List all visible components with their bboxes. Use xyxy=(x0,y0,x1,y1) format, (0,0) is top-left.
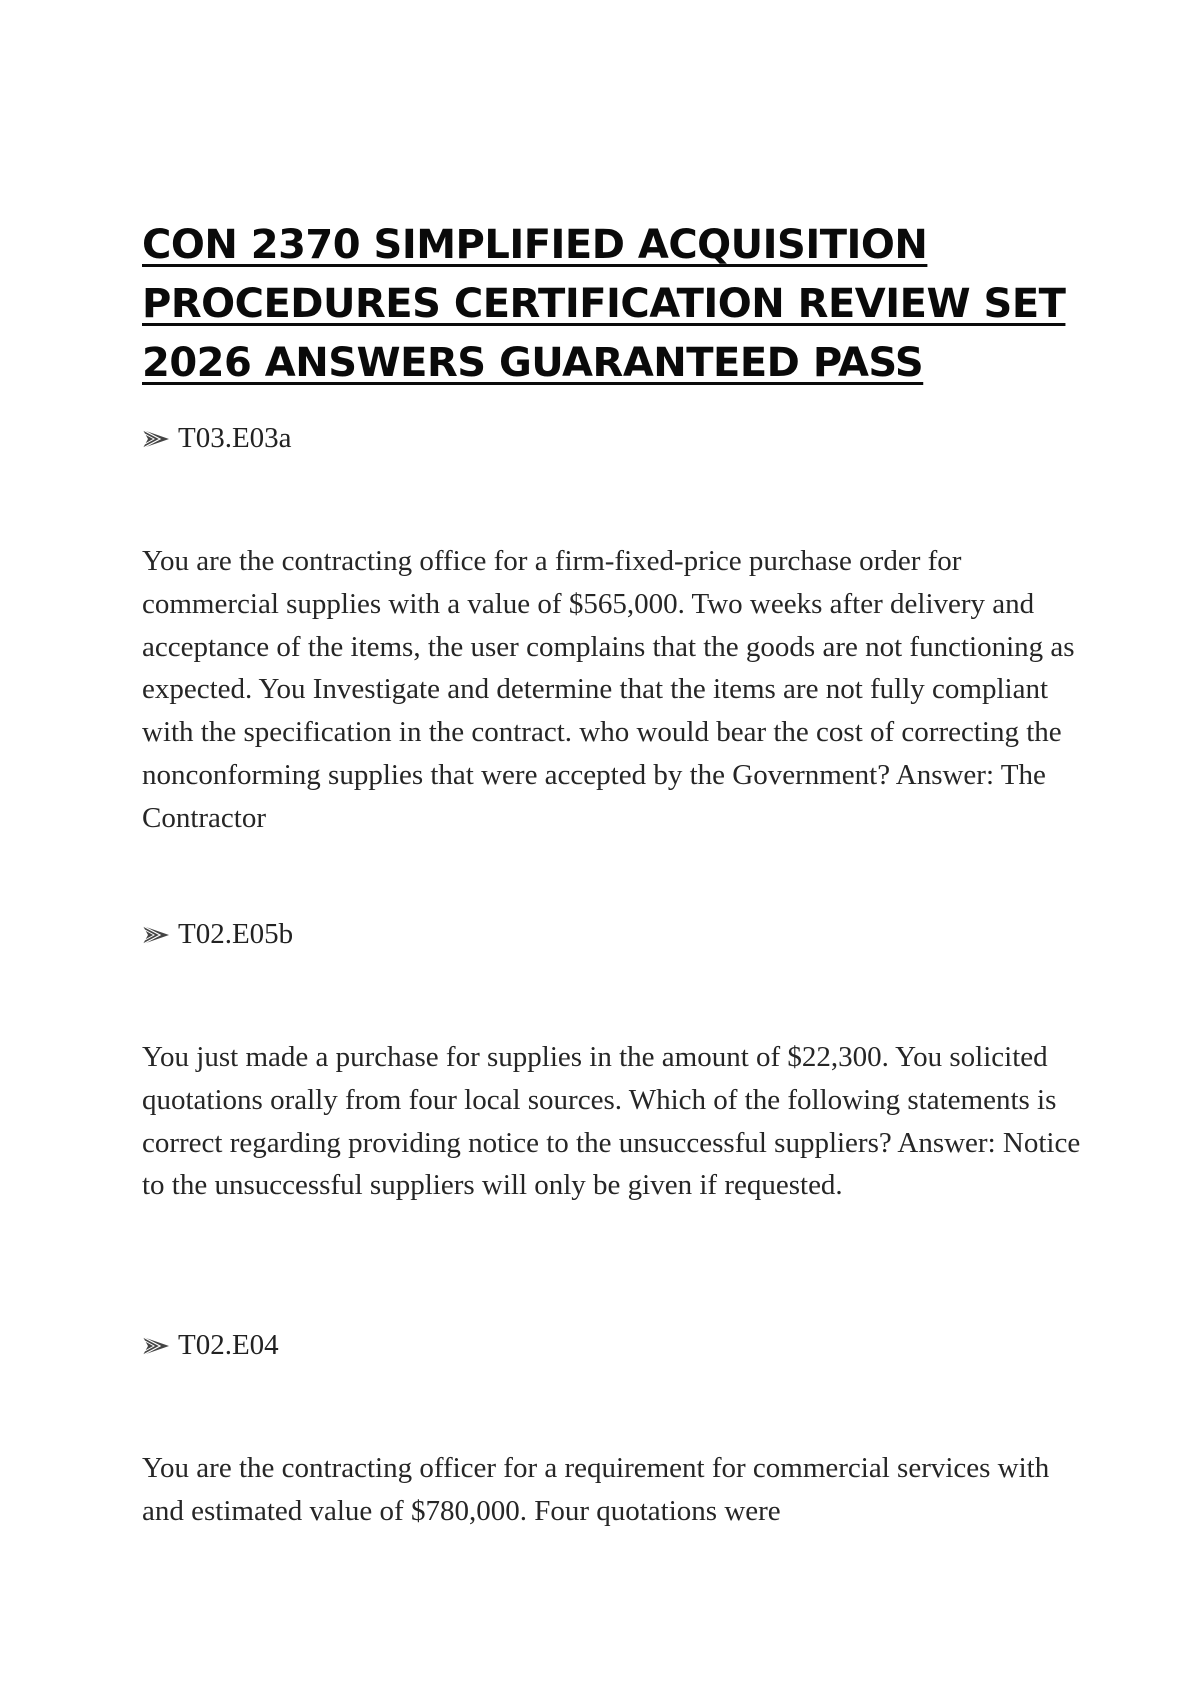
question-text: You are the contracting officer for a requirement for commercial services with and estimated value of $780,000. Four quotations were xyxy=(142,1452,1050,1527)
question-text: You are the contracting office for a firm-fixed-price purchase order for commercial supplies with a value of $565,000. Two weeks after delivery and acceptance of the items, the user complains that the goods are not functioning as expected. You Investigate and determine that the items are not fully compliant with the specification in the contract. who would bear the cost of correcting the nonconforming supplies that were accepted by the Government? Answer: The Contractor xyxy=(142,545,1075,834)
question-code-t02-e04 xyxy=(142,1329,279,1362)
question-code-label: T02.E05b xyxy=(178,918,294,950)
arrow-bullet-icon xyxy=(142,924,170,946)
question-code-label: T02.E04 xyxy=(178,1329,279,1361)
question-code-t03-e03a xyxy=(142,422,292,455)
arrow-bullet-icon xyxy=(142,428,170,450)
question-code-label: T03.E03a xyxy=(178,422,292,454)
question-code-t02-e05b xyxy=(142,918,293,951)
question-text: You just made a purchase for supplies in the amount of $22,300. You solicited quotations orally from four local sources. Which of the following statements is correct regarding providing notice to the unsuccessful suppliers? Answer: Notice to the unsuccessful suppliers will only be given if requested. xyxy=(142,1041,1081,1202)
document-title: CON 2370 SIMPLIFIED ACQUISITION PROCEDURES CERTIFICATION REVIEW SET 2026 ANSWERS GUARANTEED PASS xyxy=(142,222,1066,386)
arrow-bullet-icon xyxy=(142,1335,170,1357)
